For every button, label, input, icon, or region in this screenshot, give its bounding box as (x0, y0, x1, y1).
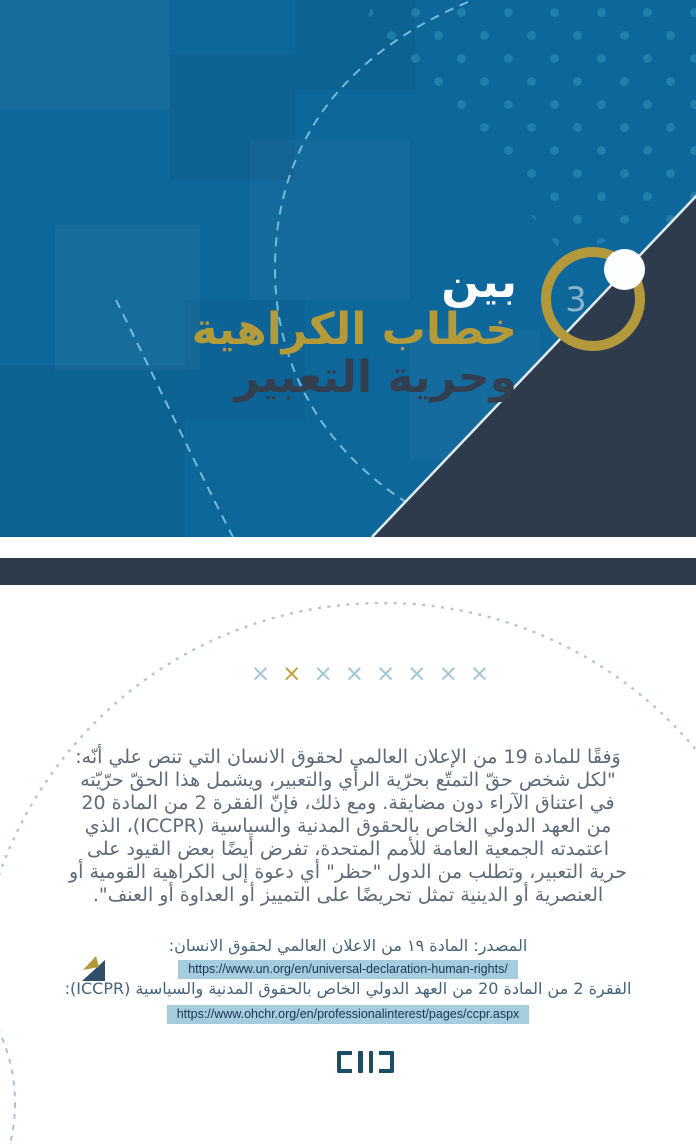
chapter-number-badge: 3 (565, 280, 587, 320)
source-2-label: الفقرة 2 من المادة 20 من العهد الدولي الخاص بالحقوق المدنية والسياسية (ICCPR): (64, 979, 632, 998)
source-1-label: المصدر: المادة ١٩ من الاعلان العالمي لحقوق الانسان: (168, 936, 528, 955)
logo-bracket-left (337, 1051, 352, 1073)
article-paragraph (28, 746, 668, 907)
banner (0, 0, 696, 537)
paragraph-line: وَفقًا للمادة 19 من الإعلان العالمي لحقوق الانسان التي تنص علي أنّه: (75, 746, 621, 768)
x-mark-icon: × (344, 661, 364, 687)
x-mark-icon: × (469, 661, 490, 687)
dashed-arc-bottom-left (0, 933, 15, 1144)
paragraph-line: "لكل شخص حقّ التمتّع بحرّية الرأي والتعبير، ويشمل هذا الحقّ حرّيّته (80, 769, 616, 791)
source-2-link-row (20, 1003, 676, 1024)
source-1-link-row (20, 958, 676, 979)
white-circle (604, 249, 645, 290)
logo-bar (358, 1051, 363, 1073)
paragraph-line: من العهد الدولي الخاص بالحقوق المدنية والسياسية (ICCPR)، الذي (84, 815, 612, 837)
title-line-2: خطاب الكراهية (191, 304, 517, 355)
paragraph-line: العنصرية أو الدينية تمثل تحريضًا على التمييز أو العداوة أو العنف". (92, 884, 604, 906)
paragraph-line: في اعتناق الآراء دون مضايقة. ومع ذلك، فإنّ الفقرة 2 من المادة 20 (81, 792, 615, 814)
x-marks-row (250, 662, 490, 686)
x-mark-icon: × (250, 661, 271, 687)
x-mark-icon: × (438, 661, 458, 687)
title-line-3: وحرية التعبير (234, 352, 517, 403)
source-1-link[interactable]: https://www.un.org/en/universal-declaration-human-rights/ (178, 960, 518, 979)
navy-divider-bar (0, 558, 696, 585)
white-divider (0, 537, 696, 558)
x-mark-icon: × (407, 661, 427, 687)
x-mark-icon-gold: × (282, 661, 302, 687)
x-mark-icon: × (313, 661, 333, 687)
title-line-1: بين (441, 255, 517, 308)
source-2-link[interactable]: https://www.ohchr.org/en/professionalinterest/pages/ccpr.aspx (167, 1005, 530, 1024)
ciid-logo (337, 1051, 394, 1073)
logo-bar (369, 1051, 374, 1073)
logo-bracket-right (379, 1051, 394, 1073)
x-mark-icon: × (376, 661, 396, 687)
page-title (191, 255, 517, 403)
paragraph-line: اعتمدته الجمعية العامة للأمم المتحدة، تفرض أيضًا بعض القيود على (86, 838, 610, 860)
paragraph-line: حرية التعبير، وتطلب من الدول "حظر" أي دعوة إلى الكراهية القومية أو (68, 861, 628, 883)
